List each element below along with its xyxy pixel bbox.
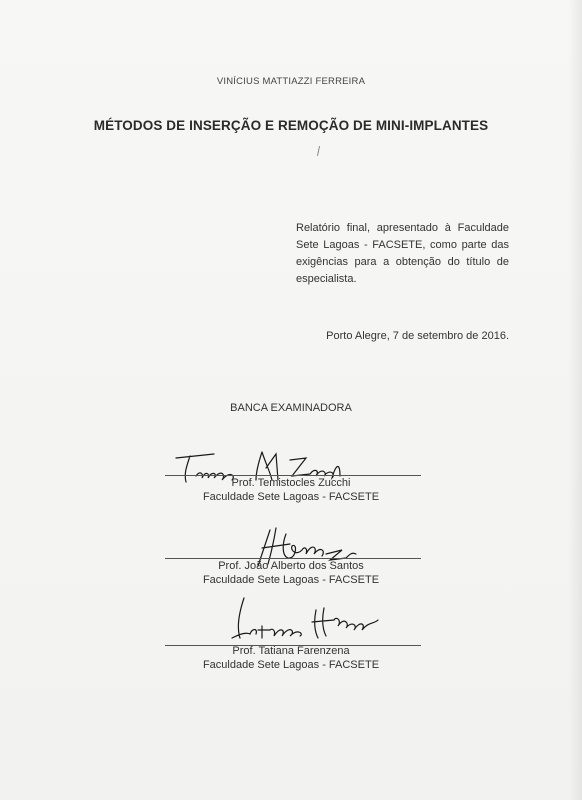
- member-name: Prof. Tatiana Farenzena: [232, 645, 350, 657]
- stray-pen-mark: [317, 146, 320, 156]
- signature-icon: [0, 590, 582, 650]
- signature-line: [165, 558, 421, 559]
- author-name: VINÍCIUS MATTIAZZI FERREIRA: [216, 76, 366, 87]
- place-date: Porto Alegre, 7 de setembro de 2016.: [326, 330, 509, 342]
- submission-note: Relatório final, apresentado à Faculdade Sete Lagoas - FACSETE, como parte das exigências para a obtenção do título de especialista.: [296, 222, 509, 285]
- member-name: Prof. João Alberto dos Santos: [218, 560, 364, 572]
- member-institution: Faculdade Sete Lagoas - FACSETE: [202, 491, 380, 503]
- member-name: Prof. Temistocles Zucchi: [231, 477, 351, 489]
- examining-board-heading: BANCA EXAMINADORA: [230, 402, 352, 414]
- signature-line: [165, 475, 421, 476]
- member-institution: Faculdade Sete Lagoas - FACSETE: [202, 574, 380, 586]
- document-title: MÉTODOS DE INSERÇÃO E REMOÇÃO DE MINI-IMPLANTES: [93, 118, 489, 133]
- member-institution: Faculdade Sete Lagoas - FACSETE: [202, 659, 380, 671]
